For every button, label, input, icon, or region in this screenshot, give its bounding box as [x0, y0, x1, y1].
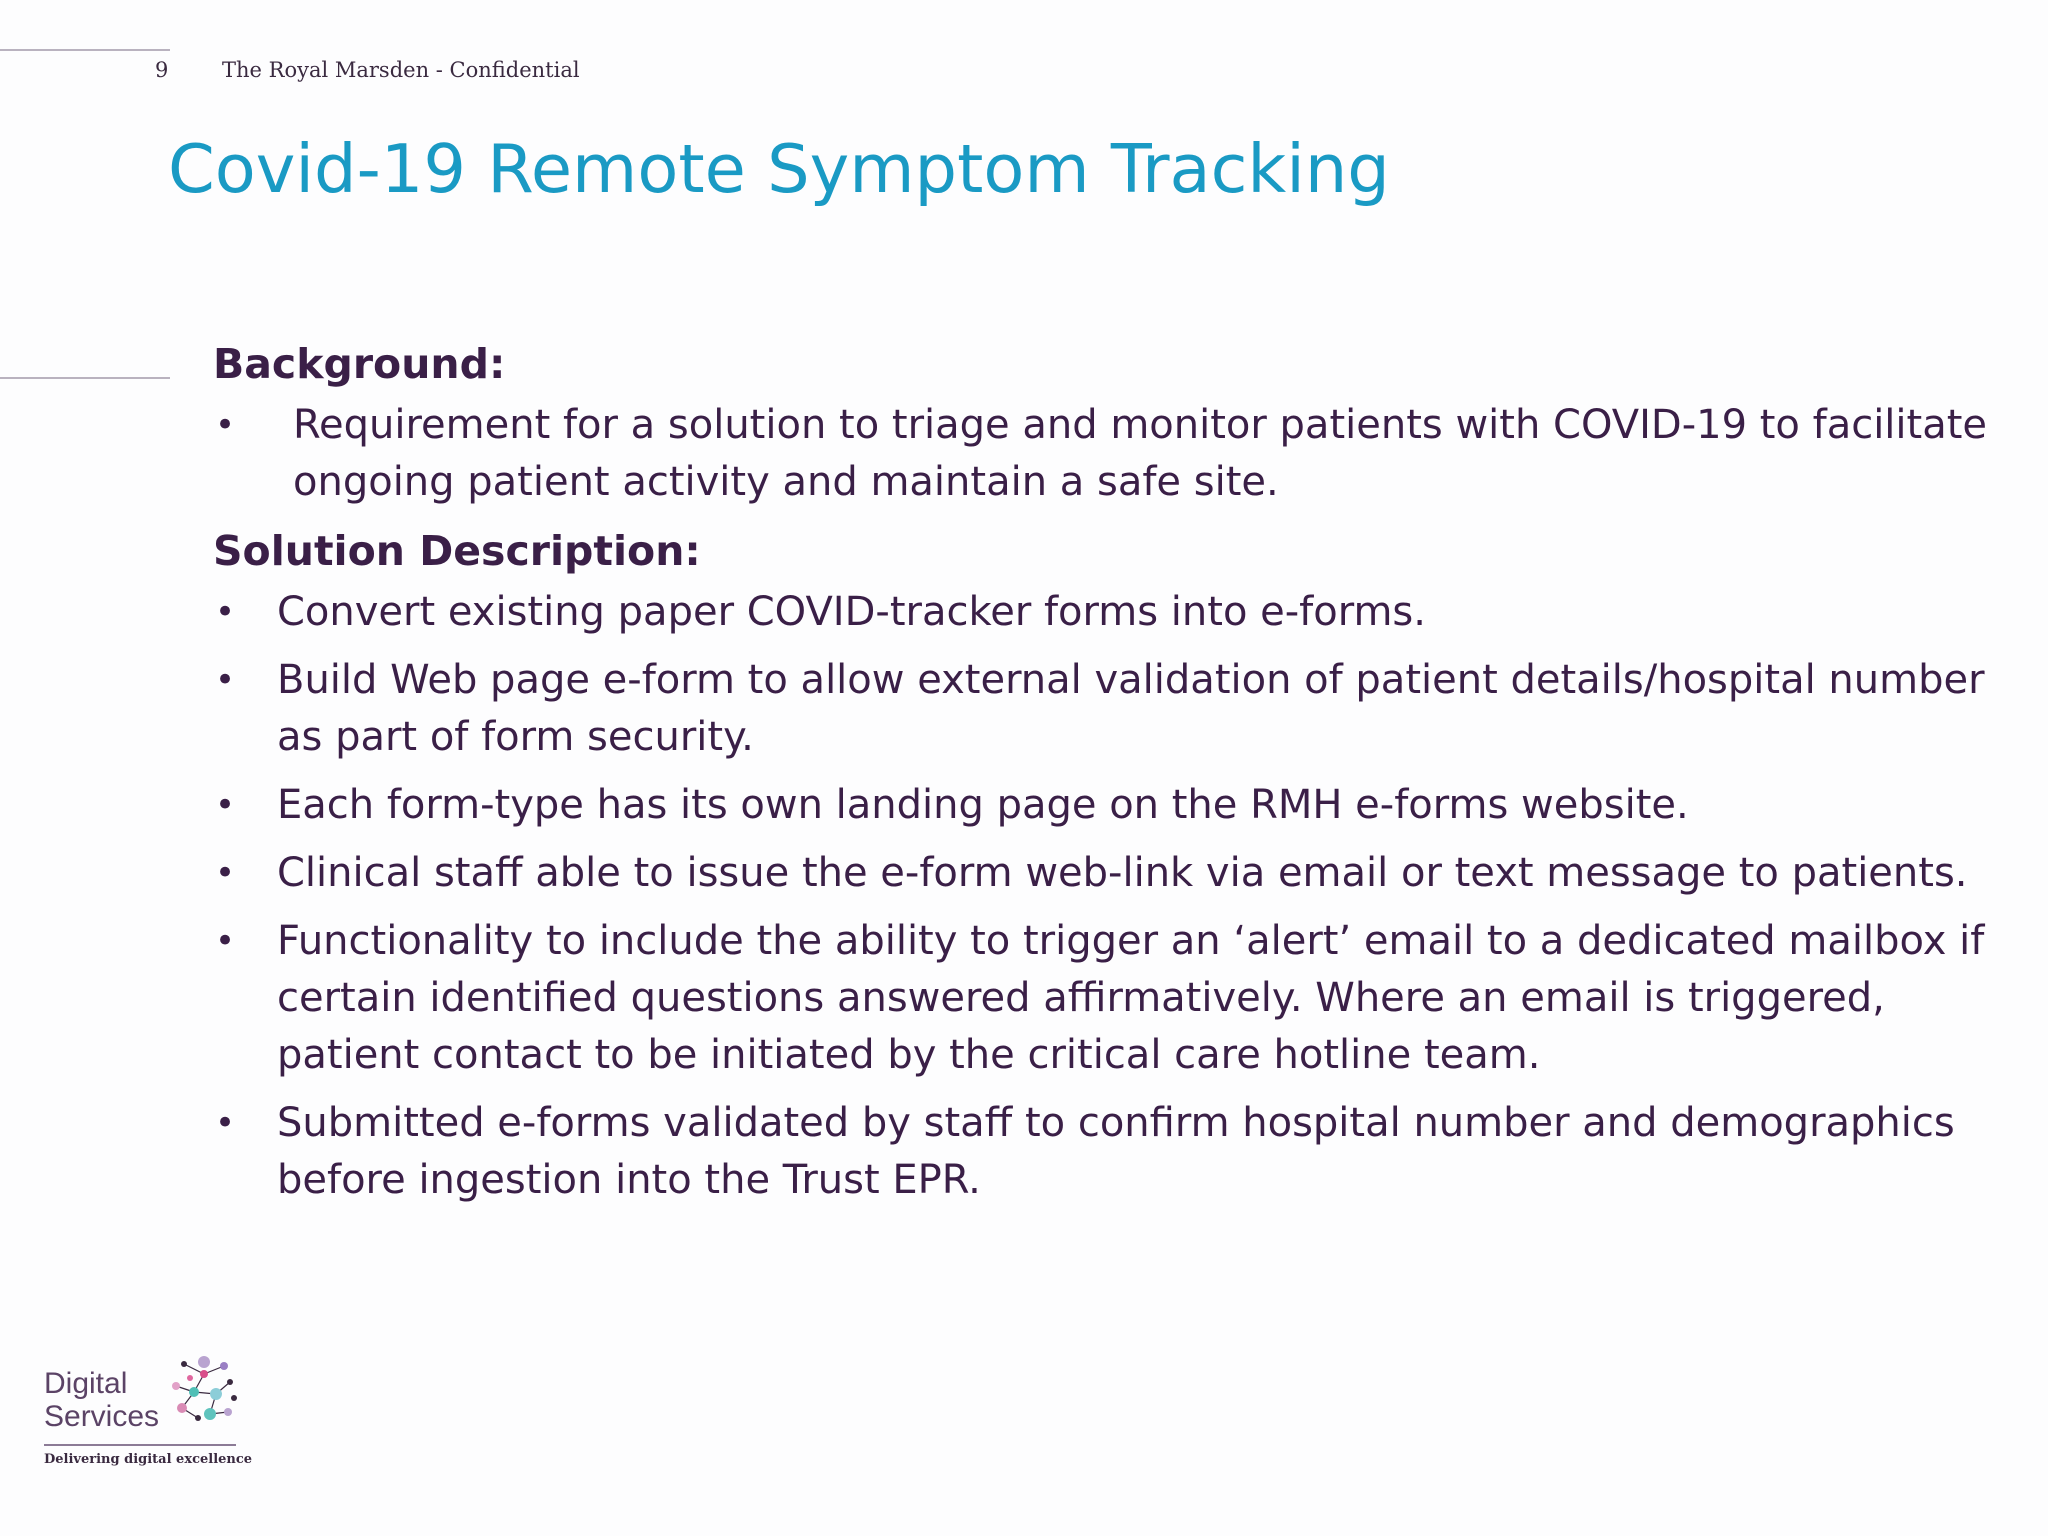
logo-line-1: Digital: [44, 1367, 128, 1400]
logo-tagline: Delivering digital excellence: [44, 1452, 253, 1467]
solution-bullet: [213, 1095, 2003, 1209]
bullet-icon: •: [215, 592, 236, 632]
bullet-text: Functionality to include the ability to trigger an ‘alert’ email to a dedicated mailbox if certain identified questions answered affirmatively. Where an email is triggered, patient contact to be initiated by the critical care hotline team.: [277, 918, 1985, 1078]
bullet-text: Clinical staff able to issue the e-form web-link via email or text message to patients.: [277, 850, 1968, 896]
solution-bullet: [213, 777, 2003, 834]
bullet-icon: •: [215, 405, 236, 445]
solution-list: [213, 584, 2003, 1209]
background-list: [213, 397, 2003, 511]
bullet-text: Build Web page e-form to allow external validation of patient details/hospital number as part of form security.: [277, 657, 1985, 760]
bullet-icon: •: [215, 921, 236, 961]
logo-divider: [44, 1444, 236, 1446]
solution-bullet: [213, 913, 2003, 1084]
bullet-text: Convert existing paper COVID-tracker forms into e-forms.: [277, 589, 1426, 635]
bullet-icon: •: [215, 1103, 236, 1143]
solution-bullet: [213, 652, 2003, 766]
digital-services-logo: [44, 1352, 254, 1477]
bullet-text: Submitted e-forms validated by staff to confirm hospital number and demographics before ingestion into the Trust EPR.: [277, 1100, 1955, 1203]
logo-wordmark: [44, 1367, 159, 1433]
bullet-icon: •: [215, 785, 236, 825]
page-number: 9: [155, 58, 169, 82]
slide-body: [213, 335, 2003, 1220]
bullet-text: Each form-type has its own landing page on the RMH e-forms website.: [277, 782, 1689, 828]
section-rule: [0, 377, 170, 379]
network-dots-icon: [164, 1352, 244, 1432]
bullet-icon: •: [215, 853, 236, 893]
background-bullet: [213, 397, 2003, 511]
logo-line-2: Services: [44, 1400, 160, 1433]
slide-title: Covid-19 Remote Symptom Tracking: [168, 130, 1390, 208]
confidential-header: The Royal Marsden - Confidential: [222, 58, 580, 82]
solution-bullet: [213, 584, 2003, 641]
bullet-icon: •: [215, 660, 236, 700]
bullet-text: Requirement for a solution to triage and monitor patients with COVID-19 to facilitate ongoing patient activity and maintain a safe site.: [293, 402, 1988, 505]
background-heading: Background:: [213, 340, 506, 388]
solution-bullet: [213, 845, 2003, 902]
solution-heading: Solution Description:: [213, 527, 701, 575]
header-rule: [0, 49, 170, 51]
